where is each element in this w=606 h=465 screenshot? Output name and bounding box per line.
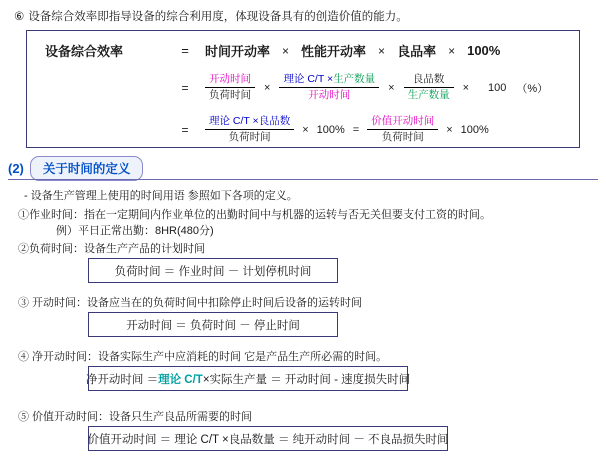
intro-line bbox=[14, 8, 408, 24]
frac2-denominator: 开动时间 bbox=[308, 89, 351, 102]
formula-value-operating-time: 价值开动时间 ＝ 理论 C/T ×良品数量 ＝ 纯开动时间 － 不良品损失时间 bbox=[87, 433, 449, 446]
frac2-numerator bbox=[279, 73, 379, 88]
frac4-numerator: 理论 C/T ×良品数 bbox=[205, 115, 294, 130]
row2-hundred: 100 bbox=[488, 81, 507, 94]
oee-row-definition bbox=[27, 41, 579, 60]
section-title: 关于时间的定义 bbox=[42, 162, 131, 176]
term-time-operation-rate: 时间开动率 bbox=[205, 44, 271, 59]
op-multiply-4: × bbox=[264, 81, 271, 94]
section-title-pill bbox=[30, 156, 144, 181]
frac3-numerator: 良品数 bbox=[404, 73, 454, 88]
formula-loading-time: 负荷时间 ＝ 作业时间 － 计划停机时间 bbox=[114, 265, 312, 278]
oee-equals-2: = bbox=[181, 80, 189, 95]
op-multiply-7: × bbox=[302, 123, 309, 136]
oee-equals-3: = bbox=[181, 122, 189, 137]
fraction-good-over-produced bbox=[404, 73, 454, 102]
frac5-denominator: 负荷时间 bbox=[381, 131, 424, 144]
oee-formula-box bbox=[26, 30, 580, 148]
section-divider bbox=[8, 179, 598, 180]
op-multiply-3: × bbox=[448, 43, 456, 58]
oee-row-simplified bbox=[27, 115, 579, 144]
definition-item-2: ②负荷时间：设备生产产品的计划时间 bbox=[18, 243, 205, 255]
op-multiply-6: × bbox=[462, 81, 470, 94]
frac1-numerator: 开动时间 bbox=[205, 73, 255, 88]
op-multiply-1: × bbox=[282, 43, 290, 58]
formula-net-part-a: 净开动时间 ＝ bbox=[85, 373, 159, 386]
op-multiply-8: × bbox=[446, 123, 453, 136]
term-performance-rate: 性能开动率 bbox=[301, 44, 367, 59]
section-number: (2) bbox=[8, 161, 24, 176]
frac3-denominator: 生产数量 bbox=[407, 89, 450, 102]
intro-text: 设备综合效率即指导设备的综合利用度，体现设备具有的创造价值的能力。 bbox=[28, 11, 408, 23]
fraction-operating-over-loading bbox=[205, 73, 255, 102]
oee-equals-4: = bbox=[352, 123, 360, 136]
formula-net-part-c: ×实际生产量 ＝ 开动时间 - 速度损失时间 bbox=[202, 373, 411, 386]
section-header bbox=[8, 156, 143, 181]
op-multiply-2: × bbox=[378, 43, 386, 58]
frac2-num-part-b: 生产数量 bbox=[333, 73, 376, 85]
frac1-denominator: 负荷时间 bbox=[209, 89, 251, 102]
oee-row-expanded bbox=[27, 73, 579, 102]
formula-box-operating-time bbox=[88, 312, 338, 337]
row3-value-1: 100% bbox=[316, 123, 345, 136]
definition-item-4: ④ 净开动时间：设备实际生产中应消耗的时间 它是产品生产所必需的时间。 bbox=[18, 351, 388, 363]
oee-label: 设备综合效率 bbox=[45, 44, 124, 59]
op-multiply-5: × bbox=[388, 81, 395, 94]
formula-box-value-operating-time bbox=[88, 426, 448, 451]
fraction-theoretical-ct-over-operating bbox=[279, 73, 379, 102]
definition-item-3: ③ 开动时间：设备应当在的负荷时间中扣除停止时间后设备的运转时间 bbox=[18, 297, 363, 309]
bullet-marker-6: ⑥ bbox=[14, 11, 25, 23]
definition-item-1: ①作业时间：指在一定期间内作业单位的出勤时间中与机器的运转与否无关但要支付工资的时间。 bbox=[18, 209, 491, 221]
row2-percent-unit: （%） bbox=[516, 82, 549, 95]
fraction-value-operating-over-loading bbox=[367, 115, 438, 144]
frac5-numerator: 价值开动时间 bbox=[367, 115, 438, 130]
definition-item-5: ⑤ 价值开动时间：设备只生产良品所需要的时间 bbox=[18, 411, 253, 423]
fraction-ct-good-over-loading bbox=[205, 115, 294, 144]
row3-value-2: 100% bbox=[460, 123, 489, 136]
term-quality-rate: 良品率 bbox=[397, 44, 437, 59]
frac2-num-part-a: 理论 C/T × bbox=[283, 73, 334, 85]
definition-item-1-example: 例）平日正常出勤：8HR(480分) bbox=[56, 225, 214, 237]
lead-text: - 设备生产管理上使用的时间用语 参照如下各项的定义。 bbox=[24, 190, 298, 202]
formula-box-net-operating-time bbox=[85, 366, 411, 391]
formula-box-loading-time bbox=[88, 258, 338, 283]
formula-operating-time: 开动时间 ＝ 负荷时间 － 停止时间 bbox=[126, 319, 300, 332]
term-hundred-percent: 100% bbox=[467, 43, 501, 58]
formula-net-theoretical-ct: 理论 C/T bbox=[158, 373, 203, 386]
oee-equals-1: = bbox=[181, 43, 189, 58]
frac4-denominator: 负荷时间 bbox=[228, 131, 271, 144]
